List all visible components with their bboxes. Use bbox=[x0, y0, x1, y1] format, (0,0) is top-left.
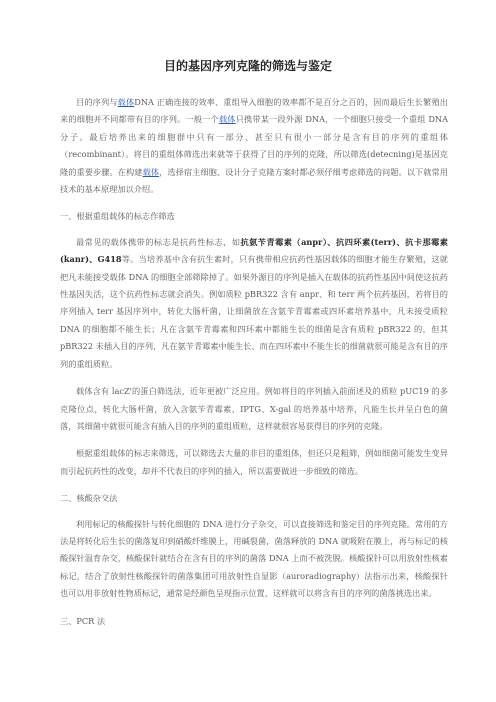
paragraph-coarse-screen: 根据重组载体的标志来筛选，可以筛选去大量的非目的重组体，但还只是粗筛，例如细菌可能发生变异而引起抗药性的改变，却并不代表目的序列的插入，所以需要做进一步细致的筛选。 bbox=[60, 448, 448, 476]
section-heading-2: 二、核酸杂交法 bbox=[60, 493, 118, 504]
paragraph-lacz: 载体含有 lacZ'的蛋白筛选法，近年更被广泛应用。例如将目的序列插入前面述及的质粒 pUC19 的多克隆位点，转化大肠杆菌，放入含氨苄青霉素、IPTG、X-gal 的培养基中培养，凡能生长并呈白色的菌落，其细菌中就很可能含有插入目的序列的重组质粒，这样就很容易获得目的序列的克隆。 bbox=[60, 386, 448, 431]
link-vector[interactable]: 载体 bbox=[117, 97, 135, 107]
page-title: 目的基因序列克隆的筛选与鉴定 bbox=[163, 59, 332, 73]
text: ，选择宿主细胞、设计分子克隆方案时都必须仔细考虑筛选的问题。以下就常用技术的基本原理加以介绍。 bbox=[60, 166, 448, 195]
paragraph-hybridization: 利用标记的核酸探针与转化细胞的 DNA 进行分子杂交，可以直接筛选和鉴定目的序列克隆。常用的方法是将转化后生长的菌落复印到硝酸纤维膜上，用碱裂菌，菌落释放的 DNA 就吸附在膜上，再与标记的核酸探针温育杂交，核酸探针就结合在含有目的序列的菌落 DNA 上而不被洗脱。核酸探针可以用放射性核素标记，结合了放射性核酸探针的菌落集团可用放射性自显影（auroradiography）法指示出来，核酸探针也可以用非放射性物质标记，通常是经颜色呈现指示位置，这样就可以将含有目的序列的菌落挑选出来。 bbox=[60, 518, 448, 599]
text: 只携带某一段外源 DNA，一个细胞只接受一个重组 DNA 分子。最后培养出来的细胞群中只有一部分、甚至只有很小一部分是含有目的序列的重组体（recombinant）。将目的重组体筛选出来就等于获得了目的序列的克隆，所以筛选(detecning)是基因克隆的重要步骤。在构建 bbox=[60, 114, 448, 177]
text: 等。当培养基中含有抗生素时，只有携带相应抗药性基因载体的细胞才能生存繁殖，这就把凡未能接受载体 DNA 的细胞全部筛除掉了。如果外源目的序列是插入在载体的抗药性基因中间使这抗药性基因失活，这个抗药性标志就会消失。例如质粒 pBR322 含有 anpr、和 terr 两个抗药基因，若将目的序列插入 terr 基因序列中，转化大肠杆菌，让细菌放在含氨苄青霉素或四环素培养基中，凡未接受质粒 DNA 的细胞都不能生长；凡在含氨苄青霉素和四环素中都能生长的细菌是含有质粒 pBR322 的，但其 pBR322 未插入目的序列，凡在氨苄青霉素中能生长、而在四环素中不能生长的细菌就很可能是含有目的序列的重组质粒。 bbox=[60, 254, 448, 369]
text: DNA 正确连接的效率、重组导入细胞的效率都不是百分之百的，因而最后生长繁殖出来的细胞并不同都带有目的序列。一般一个 bbox=[60, 97, 448, 125]
link-vector[interactable]: 载体 bbox=[218, 114, 236, 125]
paragraph-markers bbox=[60, 234, 448, 373]
text: 最常见的载体携带的标志是抗药性标志，如 bbox=[76, 236, 241, 247]
bold-antibiotics: 抗氨苄青霉素（anpr）、抗四环素(terr)、抗卡那霉素(kanr)、G418 bbox=[60, 236, 448, 265]
section-heading-1: 一、根据重组载体的标志作筛选 bbox=[60, 211, 175, 222]
section-heading-3: 三、PCR 法 bbox=[60, 615, 106, 626]
paragraph-intro bbox=[60, 94, 448, 198]
text: 目的序列与 bbox=[76, 97, 118, 107]
link-vector[interactable]: 载体 bbox=[142, 166, 160, 177]
